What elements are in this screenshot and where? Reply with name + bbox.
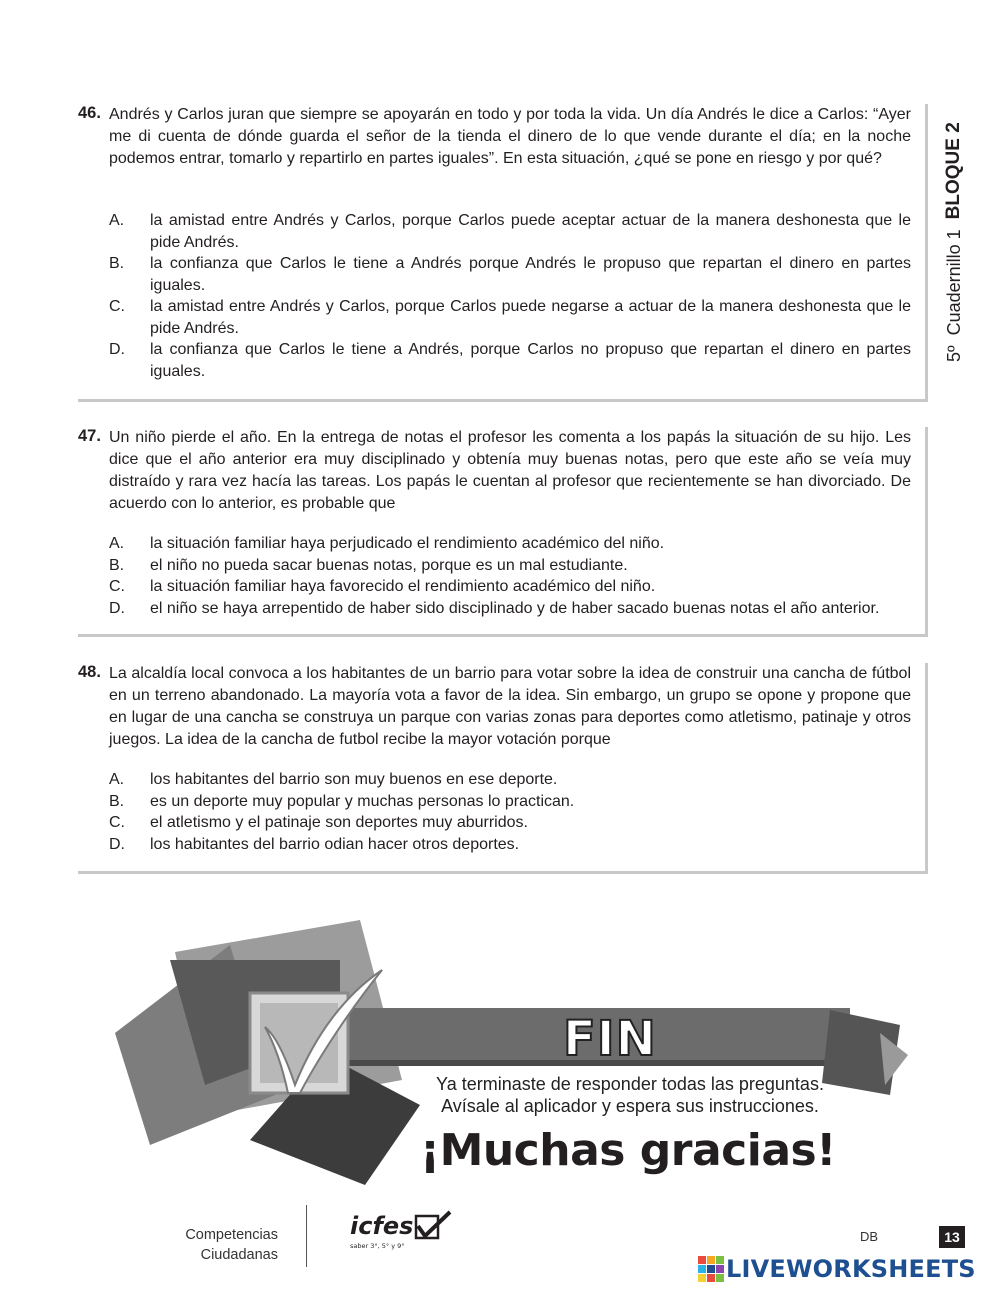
option-c[interactable]: C. el atletismo y el patinaje son deportes muy aburridos.	[109, 814, 528, 831]
question-48	[78, 663, 928, 874]
options-list	[109, 533, 911, 619]
option-d[interactable]: D. la confianza que Carlos le tiene a Andrés, porque Carlos no propuso que repartan el dinero en partes iguales.	[109, 341, 911, 380]
option-d[interactable]: D. el niño se haya arrepentido de haber sido disciplinado y de haber sacado buenas notas el año anterior.	[109, 599, 880, 617]
fin-message-line2: Avísale al aplicador y espera sus instrucciones.	[441, 1096, 819, 1116]
liveworksheets-text: LIVEWORKSHEETS	[726, 1255, 976, 1283]
option-b[interactable]: B. es un deporte muy popular y muchas personas lo practican.	[109, 792, 575, 810]
options-list	[109, 769, 911, 855]
thanks-heading: ¡Muchas gracias!	[420, 1125, 836, 1176]
liveworksheets-watermark	[698, 1255, 976, 1283]
booklet-code: DB	[860, 1229, 879, 1244]
liveworksheets-icon	[698, 1256, 726, 1282]
option-a[interactable]: A. la amistad entre Andrés y Carlos, porque Carlos puede aceptar actuar de la manera deshonesta que le pide Andrés.	[109, 212, 911, 251]
option-d[interactable]: D. los habitantes del barrio odian hacer otros deportes.	[109, 835, 520, 853]
question-text: Un niño pierde el año. En la entrega de notas el profesor les comenta a los papás la situación de su hijo. Les dice que el año anterior era muy disciplinado y obtenía muy buenas notas, pero que este año se veía muy distraído y rara vez hacía las tareas. Los papás le cuentan al profesor que recientemente se han divorciado. De acuerdo con lo anterior, es probable que	[109, 429, 911, 512]
question-text: La alcaldía local convoca a los habitantes de un barrio para votar sobre la idea de construir una cancha de fútbol en un terreno abandonado. La mayoría vota a favor de la idea. Sin embargo, un grupo se opone y propone que en lugar de una cancha se construya un parque con varias zonas para deportes como atletismo, patinaje y otros juegos. La idea de la cancha de futbol recibe la mayor votación porque	[109, 665, 911, 748]
question-number: 48.	[78, 663, 101, 681]
competencias-label	[150, 1225, 278, 1265]
question-number: 47.	[78, 427, 101, 445]
fin-title: FIN	[563, 1011, 657, 1067]
booklet-label: Cuadernillo 1	[943, 229, 964, 336]
block-label: BLOQUE 2	[943, 122, 964, 220]
footer-divider	[306, 1205, 307, 1267]
option-b[interactable]: B. la confianza que Carlos le tiene a Andrés porque Andrés le propuso que repartan el dinero en partes iguales.	[109, 255, 911, 294]
icfes-logo-text: icfes	[350, 1212, 414, 1240]
option-a[interactable]: A. los habitantes del barrio son muy buenos en ese deporte.	[109, 771, 558, 788]
option-a[interactable]: A. la situación familiar haya perjudicado el rendimiento académico del niño.	[109, 535, 665, 552]
side-tab	[932, 92, 968, 362]
page-number: 13	[939, 1226, 965, 1248]
icfes-logo-graphic	[350, 1210, 460, 1254]
icfes-logo-subtext: saber 3°, 5° y 9°	[350, 1242, 405, 1250]
icfes-logo	[350, 1210, 460, 1259]
fin-message	[390, 1073, 870, 1117]
option-b[interactable]: B. el niño no pueda sacar buenas notas, porque es un mal estudiante.	[109, 556, 628, 574]
options-list	[109, 210, 911, 382]
competencias-line1: Competencias	[185, 1227, 278, 1243]
question-46	[78, 104, 928, 402]
question-47	[78, 427, 928, 637]
competencias-line2: Ciudadanas	[200, 1247, 278, 1263]
fin-message-line1: Ya terminaste de responder todas las preguntas.	[436, 1074, 824, 1094]
question-number: 46.	[78, 104, 101, 122]
option-c[interactable]: C. la amistad entre Andrés y Carlos, porque Carlos puede negarse a actuar de la manera deshonesta que le pide Andrés.	[109, 298, 911, 337]
question-text: Andrés y Carlos juran que siempre se apoyarán en todo y por toda la vida. Un día Andrés le dice a Carlos: “Ayer me di cuenta de dónde guarda el señor de la tienda el dinero de lo que vende durante el día; en la noche podemos entrar, tomarlo y repartirlo en partes iguales”. En esta situación, ¿qué se pone en riesgo y por qué?	[109, 106, 911, 167]
grade-label: 5º	[943, 345, 964, 362]
option-c[interactable]: C. la situación familiar haya favorecido el rendimiento académico del niño.	[109, 578, 656, 595]
